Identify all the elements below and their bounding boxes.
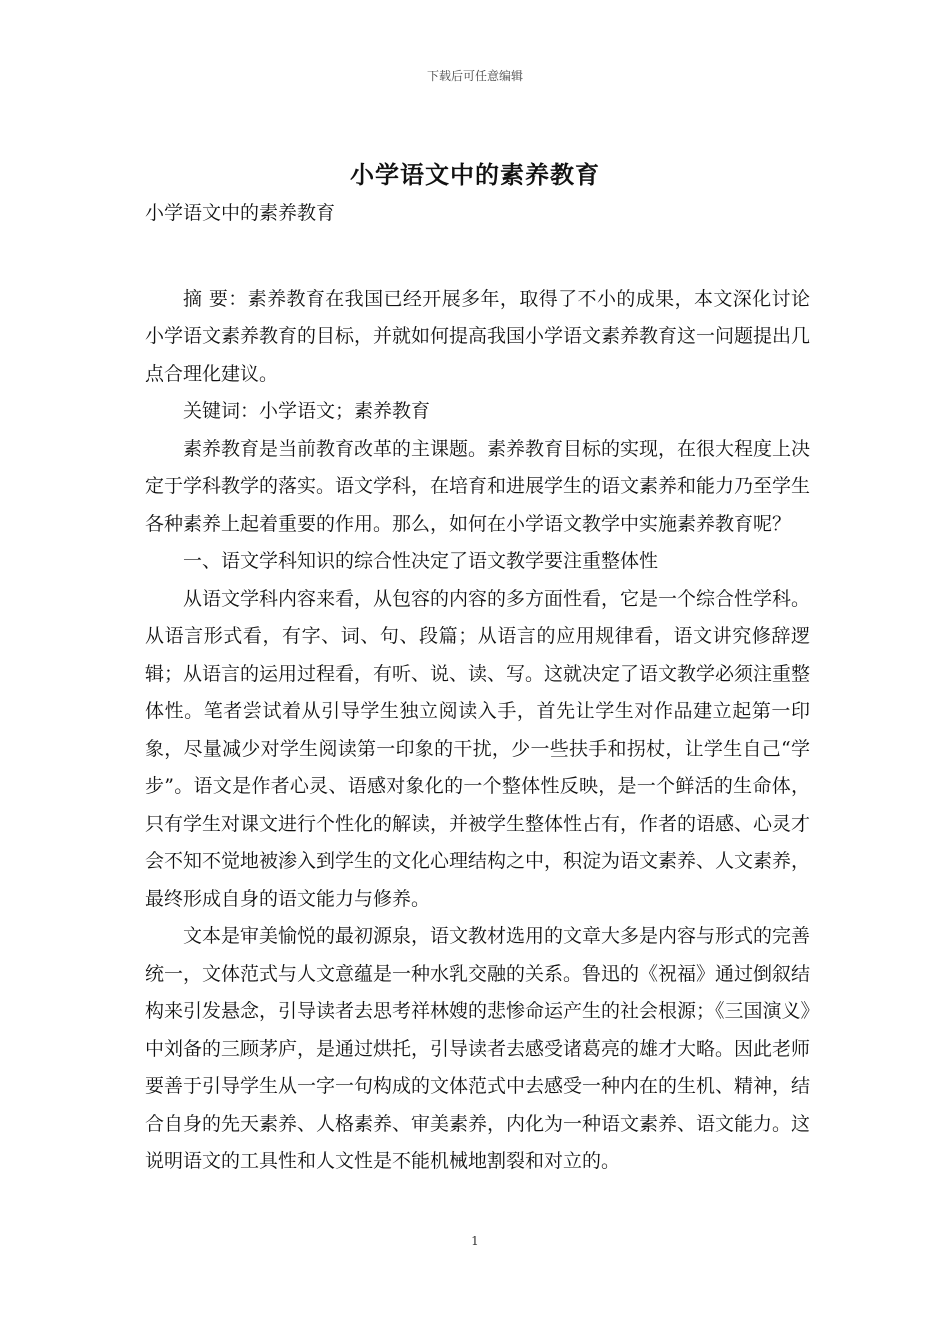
document-body [145, 195, 810, 1181]
section-heading-1: 一、语文学科知识的综合性决定了语文教学要注重整体性 [183, 550, 659, 572]
keywords: 关键词：小学语文；素养教育 [183, 400, 431, 422]
page-number: 1 [471, 1234, 479, 1248]
paragraph-body-1: 从语文学科内容来看，从包容的内容的多方面性看，它是一个综合性学科。从语言形式看，有字、词、句、段篇；从语言的应用规律看，语文讲究修辞逻辑；从语言的运用过程看，有听、说、读、写。这就决定了语文教学必须注重整体性。笔者尝试着从引导学生独立阅读入手，首先让学生对作品建立起第一印象，尽量减少对学生阅读第一印象的干扰，少一些扶手和拐杖，让学生自己“学步”。语文是作者心灵、语感对象化的一个整体性反映，是一个鲜活的生命体，只有学生对课文进行个性化的解读，并被学生整体性占有，作者的语感、心灵才会不知不觉地被渗入到学生的文化心理结构之中，积淀为语文素养、人文素养，最终形成自身的语文能力与修养。 [145, 587, 811, 910]
paragraph-intro: 素养教育是当前教育改革的主课题。素养教育目标的实现，在很大程度上决定于学科教学的落实。语文学科，在培育和进展学生的语文素养和能力乃至学生各种素养上起着重要的作用。那么，如何在小学语文教学中实施素养教育呢？ [145, 437, 811, 535]
spacer [145, 233, 810, 281]
document-title: 小学语文中的素养教育 [350, 160, 600, 189]
paragraph-body-2: 文本是审美愉悦的最初源泉，语文教材选用的文章大多是内容与形式的完善统一，文体范式与人文意蕴是一种水乳交融的关系。鲁迅的《祝福》通过倒叙结构来引发悬念，引导读者去思考祥林嫂的悲惨命运产生的社会根源；《三国演义》中刘备的三顾茅庐，是通过烘托，引导读者去感受诸葛亮的雄才大略。因此老师要善于引导学生从一字一句构成的文体范式中去感受一种内在的生机、精神，结合自身的先天素养、人格素养、审美素养，内化为一种语文素养、语文能力。这说明语文的工具性和人文性是不能机械地割裂和对立的。 [145, 925, 811, 1172]
page-header: 下载后可任意编辑 [426, 69, 523, 83]
subtitle: 小学语文中的素养教育 [145, 202, 336, 224]
abstract: 摘 要：素养教育在我国已经开展多年，取得了不小的成果，本文深化讨论小学语文素养教育的目标，并就如何提高我国小学语文素养教育这一问题提出几点合理化建议。 [145, 287, 811, 385]
